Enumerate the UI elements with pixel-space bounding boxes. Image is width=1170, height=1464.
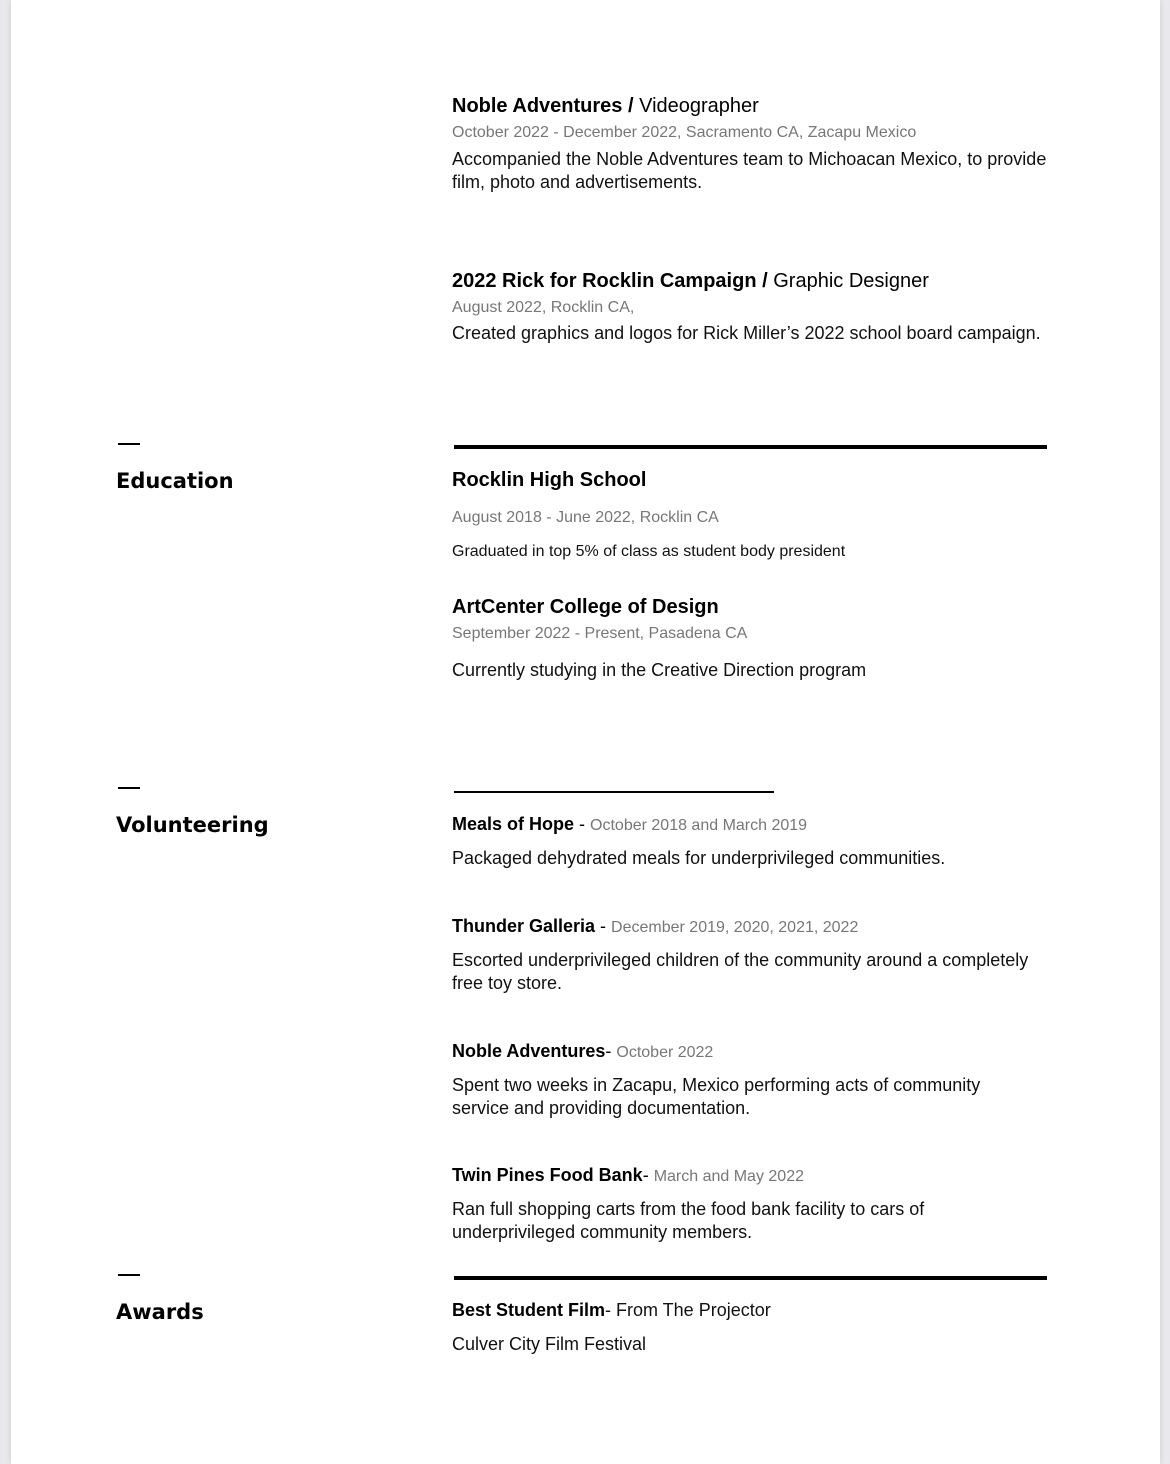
- award-title: Best Student Film: [452, 1300, 606, 1320]
- awards-divider: [454, 1276, 1047, 1280]
- school-name: Rocklin High School: [452, 469, 647, 491]
- education-desc: Currently studying in the Creative Direction program: [452, 660, 867, 680]
- experience-separator: /: [762, 270, 768, 292]
- education-heading: Education: [116, 469, 234, 493]
- volunteer-desc: Spent two weeks in Zacapu, Mexico performing acts of community service and providing documentation.: [452, 1075, 981, 1118]
- school-name: ArtCenter College of Design: [452, 596, 719, 618]
- experience-role: Graphic Designer: [773, 270, 929, 292]
- volunteer-separator: -: [642, 1165, 654, 1185]
- volunteer-desc: Escorted underprivileged children of the community around a completely free toy store.: [452, 950, 1029, 993]
- award-title-line: [452, 1300, 771, 1321]
- section-dash: [118, 1274, 140, 1276]
- education-school-2: [452, 596, 719, 619]
- experience-desc: Created graphics and logos for Rick Miller’s 2022 school board campaign.: [452, 323, 1041, 343]
- volunteer-desc: Ran full shopping carts from the food bank facility to cars of underprivileged community members.: [452, 1199, 925, 1242]
- experience-role: Videographer: [639, 95, 759, 117]
- experience-title-2: [452, 270, 929, 293]
- volunteer-org: Thunder Galleria: [452, 916, 596, 936]
- experience-desc: Accompanied the Noble Adventures team to Michoacan Mexico, to provide film, photo and advertisements.: [452, 149, 1047, 192]
- experience-meta: October 2022 - December 2022, Sacramento CA, Zacapu Mexico: [452, 124, 917, 141]
- volunteer-separator: -: [605, 1041, 617, 1061]
- volunteer-org: Meals of Hope: [452, 814, 575, 834]
- education-meta: August 2018 - June 2022, Rocklin CA: [452, 509, 719, 526]
- volunteer-org: Twin Pines Food Bank: [452, 1165, 643, 1185]
- volunteer-dates: December 2019, 2020, 2021, 2022: [611, 919, 859, 936]
- resume-page: [11, 0, 1160, 1464]
- volunteering-divider: [454, 791, 774, 793]
- volunteer-dates: October 2018 and March 2019: [590, 817, 808, 834]
- experience-separator: /: [627, 95, 634, 117]
- volunteer-separator: -: [574, 814, 591, 834]
- award-detail: - From The Projector: [605, 1300, 771, 1320]
- awards-heading: Awards: [116, 1300, 204, 1324]
- volunteering-heading: Volunteering: [116, 813, 269, 837]
- volunteer-desc: Packaged dehydrated meals for underprivileged communities.: [452, 848, 946, 868]
- experience-title-1: [452, 95, 759, 118]
- volunteer-dates: October 2022: [616, 1044, 714, 1061]
- section-dash: [118, 443, 140, 445]
- experience-org: Noble Adventures: [452, 95, 623, 117]
- volunteer-heading-3: [452, 1041, 713, 1062]
- volunteer-heading-1: [452, 814, 807, 835]
- education-meta: September 2022 - Present, Pasadena CA: [452, 625, 748, 642]
- education-divider: [454, 445, 1047, 449]
- volunteer-dates: March and May 2022: [653, 1168, 804, 1185]
- section-dash: [118, 787, 140, 789]
- award-event: Culver City Film Festival: [452, 1334, 647, 1354]
- volunteer-org: Noble Adventures: [452, 1041, 606, 1061]
- volunteer-heading-2: [452, 916, 858, 937]
- education-desc: Graduated in top 5% of class as student body president: [452, 543, 846, 560]
- experience-org: 2022 Rick for Rocklin Campaign: [452, 270, 757, 292]
- volunteer-heading-4: [452, 1165, 804, 1186]
- education-school-1: [452, 469, 646, 492]
- volunteer-separator: -: [595, 916, 612, 936]
- experience-meta: August 2022, Rocklin CA,: [452, 299, 635, 316]
